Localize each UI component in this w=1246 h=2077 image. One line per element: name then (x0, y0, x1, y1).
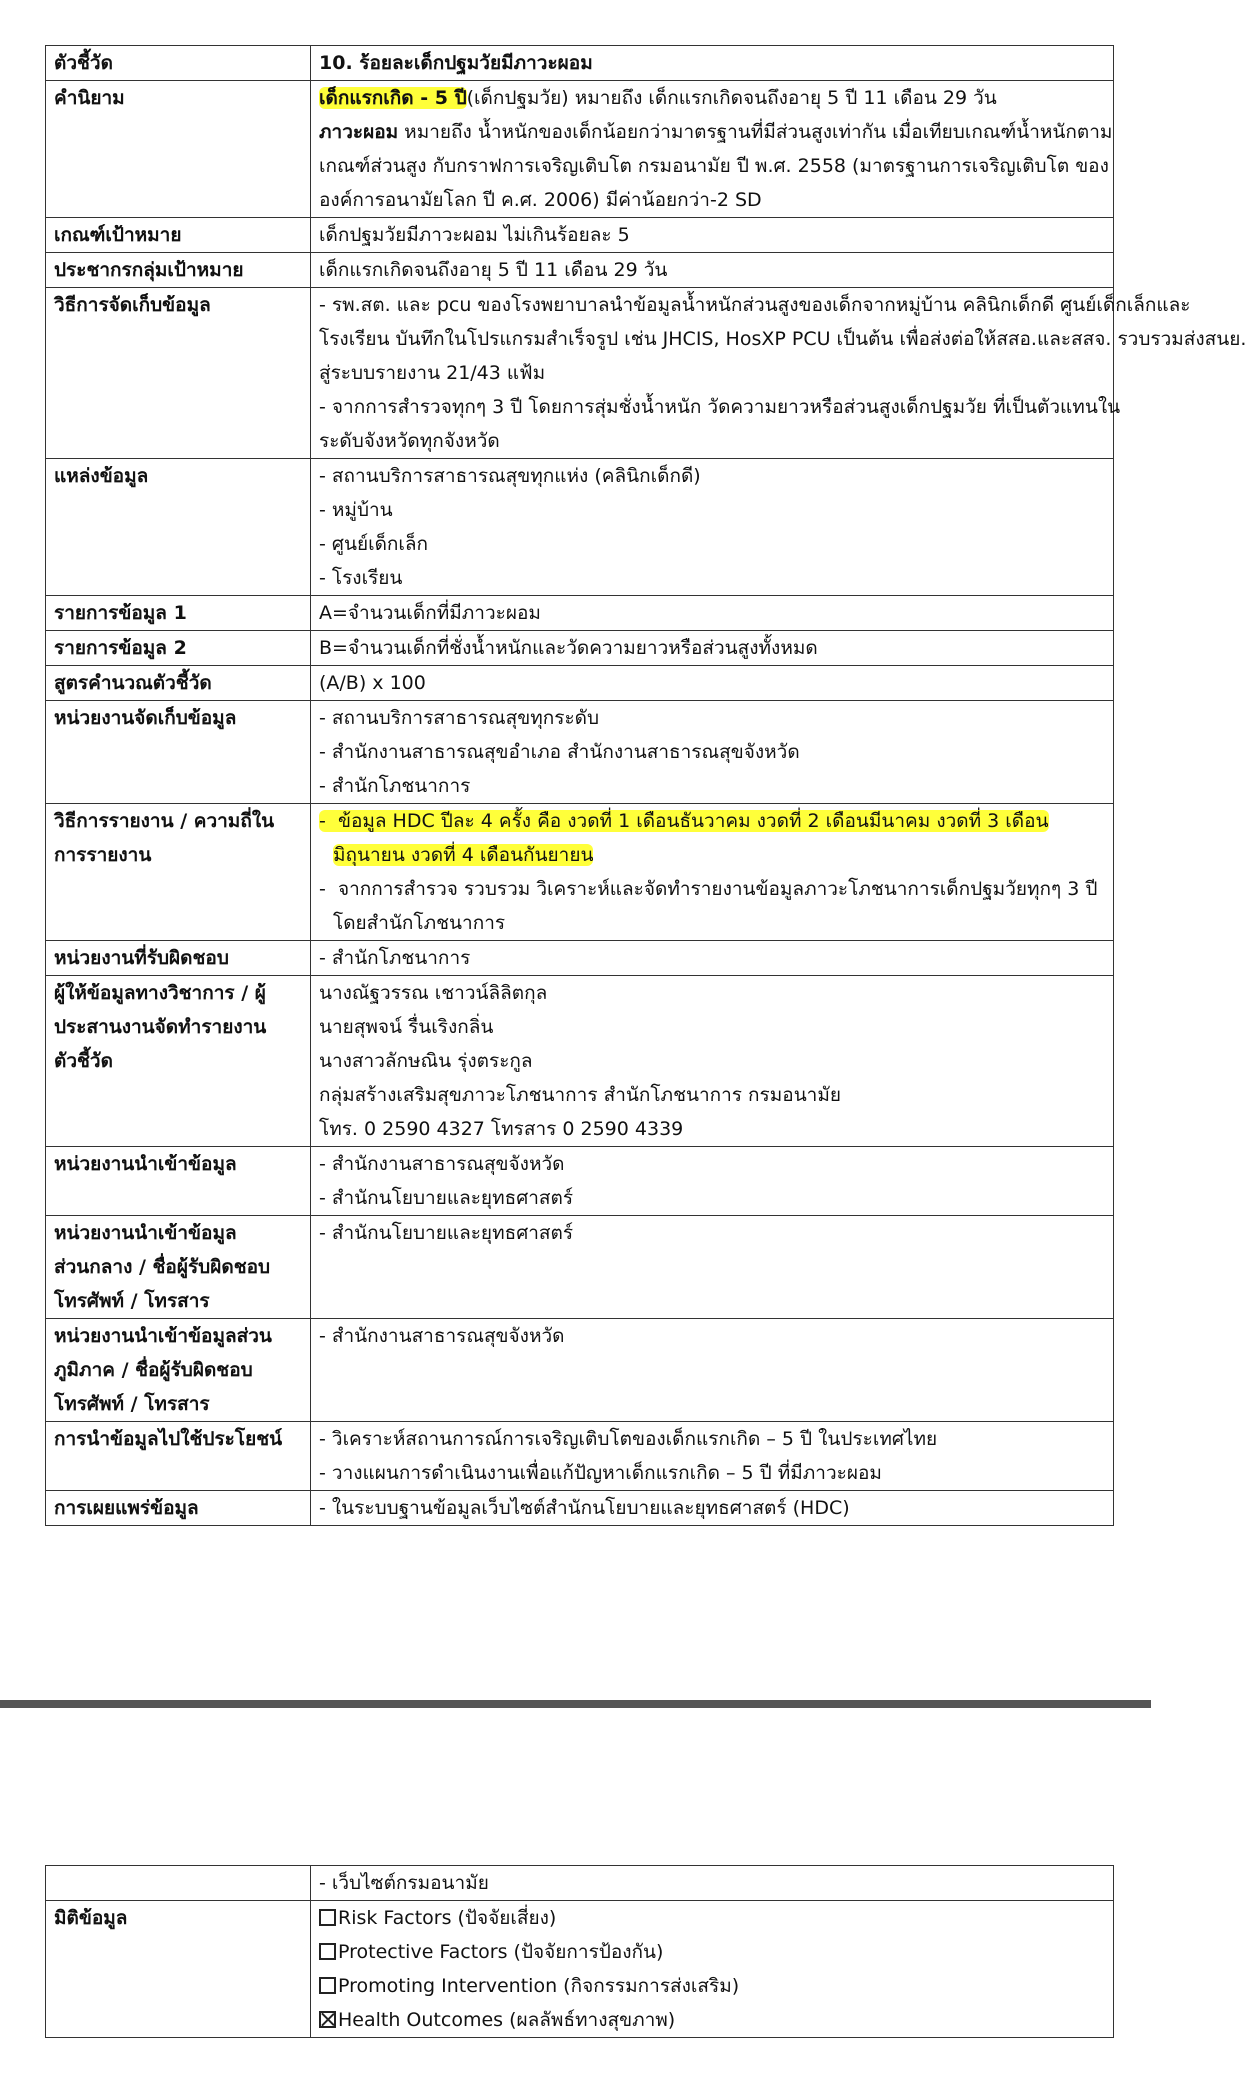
option-risk-factors[interactable]: Risk Factors (ปัจจัยเสี่ยง) (319, 1901, 1105, 1935)
row-import-units (46, 1147, 1114, 1216)
checkbox-health-outcomes[interactable] (319, 2011, 336, 2028)
collection-method-value: - รพ.สต. และ pcu ของโรงพยาบาลนำข้อมูลน้ำหนักส่วนสูงของเด็กจากหมู่บ้าน คลินิกเด็กดี ศูนย์เด็กเล็กและ โรงเรียน บันทึกในโปรแกรมสำเร็จรูป เช่น JHCIS, HosXP PCU เป็นต้น เพื่อส่งต่อให้สสอ.และสสจ. รวบรวมส่งสนย. สู่ระบบรายงาน 21/43 แฟ้ม - จากการสำรวจทุกๆ 3 ปี โดยการสุ่มชั่งน้ำหนัก วัดความยาวหรือส่วนสูงเด็กปฐมวัย ที่เป็นตัวแทนใน ระดับจังหวัดทุกจังหวัด (311, 288, 1114, 459)
responsible-value: - สำนักโภชนาการ (311, 941, 1114, 976)
reporting-hdc-schedule: ข้อมูล HDC ปีละ 4 ครั้ง คือ งวดที่ 1 เดือนธันวาคม งวดที่ 2 เดือนมีนาคม งวดที่ 3 เดือน (337, 810, 1049, 832)
import-units-value: - สำนักงานสาธารณสุขจังหวัด - สำนักนโยบายและยุทธศาสตร์ (311, 1147, 1114, 1216)
row-definition (46, 81, 1114, 218)
collection-method-label: วิธีการจัดเก็บข้อมูล (46, 288, 311, 459)
row-dimension (46, 1901, 1114, 2038)
central-import-label: หน่วยงานนำเข้าข้อมูล ส่วนกลาง / ชื่อผู้รับผิดชอบ โทรศัพท์ / โทรสาร (46, 1216, 311, 1319)
row-responsible (46, 941, 1114, 976)
reporting-label: วิธีการรายงาน / ความถี่ใน การรายงาน (46, 804, 311, 941)
row-reporting (46, 804, 1114, 941)
target-value: เด็กปฐมวัยมีภาวะผอม ไม่เกินร้อยละ 5 (311, 218, 1114, 253)
dimension-label: มิติข้อมูล (46, 1901, 311, 2038)
dissemination-value: - ในระบบฐานข้อมูลเว็บไซต์สำนักนโยบายและยุทธศาสตร์ (HDC) (311, 1491, 1114, 1526)
website-value: - เว็บไซต์กรมอนามัย (311, 1866, 1114, 1901)
checkbox-promoting-intervention[interactable] (319, 1977, 336, 1994)
indicator-table (45, 45, 1246, 1526)
row-regional-import (46, 1319, 1114, 1422)
row-indicator (46, 46, 1114, 81)
formula-label: สูตรคำนวณตัวชี้วัด (46, 666, 311, 701)
row-target (46, 218, 1114, 253)
item-1-value: A=จำนวนเด็กที่มีภาวะผอม (311, 596, 1114, 631)
row-formula (46, 666, 1114, 701)
import-units-label: หน่วยงานนำเข้าข้อมูล (46, 1147, 311, 1216)
dimension-options (311, 1901, 1114, 2038)
indicator-value: 10. ร้อยละเด็กปฐมวัยมีภาวะผอม (311, 46, 1114, 81)
item-2-value: B=จำนวนเด็กที่ชั่งน้ำหนักและวัดความยาวหรือส่วนสูงทั้งหมด (311, 631, 1114, 666)
option-promoting-intervention[interactable]: Promoting Intervention (กิจกรรมการส่งเสริม) (319, 1969, 1105, 2003)
population-value: เด็กแรกเกิดจนถึงอายุ 5 ปี 11 เดือน 29 วัน (311, 253, 1114, 288)
reporting-value: - ข้อมูล HDC ปีละ 4 ครั้ง คือ งวดที่ 1 เดือนธันวาคม งวดที่ 2 เดือนมีนาคม งวดที่ 3 เดือน มิถุนายน งวดที่ 4 เดือนกันยายน - จากการสำรวจ รวบรวม วิเคราะห์และจัดทำรายงานข้อมูลภาวะโภชนาการเด็กปฐมวัยทุกๆ 3 ปี โดยสำนักโภชนาการ (311, 804, 1114, 941)
usage-value: - วิเคราะห์สถานการณ์การเจริญเติบโตของเด็กแรกเกิด – 5 ปี ในประเทศไทย - วางแผนการดำเนินงานเพื่อแก้ปัญหาเด็กแรกเกิด – 5 ปี ที่มีภาวะผอม (311, 1422, 1114, 1491)
row-contacts (46, 976, 1114, 1147)
collecting-units-label: หน่วยงานจัดเก็บข้อมูล (46, 701, 311, 804)
page-separator (0, 1700, 1151, 1708)
item-2-label: รายการข้อมูล 2 (46, 631, 311, 666)
row-dissemination (46, 1491, 1114, 1526)
population-label: ประชากรกลุ่มเป้าหมาย (46, 253, 311, 288)
row-item-2 (46, 631, 1114, 666)
row-collecting-units (46, 701, 1114, 804)
row-item-1 (46, 596, 1114, 631)
data-sources-value: - สถานบริการสาธารณสุขทุกแห่ง (คลินิกเด็กดี) - หมู่บ้าน - ศูนย์เด็กเล็ก - โรงเรียน (311, 459, 1114, 596)
row-population (46, 253, 1114, 288)
contacts-value: นางณัฐวรรณ เชาวน์ลิลิตกุล นายสุพจน์ รื่นเริงกลิ่น นางสาวลักษณิน รุ่งตระกูล กลุ่มสร้างเสริมสุขภาวะโภชนาการ สำนักโภชนาการ กรมอนามัย โทร. 0 2590 4327 โทรสาร 0 2590 4339 (311, 976, 1114, 1147)
dissemination-label: การเผยแพร่ข้อมูล (46, 1491, 311, 1526)
regional-import-label: หน่วยงานนำเข้าข้อมูลส่วน ภูมิภาค / ชื่อผู้รับผิดชอบ โทรศัพท์ / โทรสาร (46, 1319, 311, 1422)
data-sources-label: แหล่งข้อมูล (46, 459, 311, 596)
definition-label: คำนิยาม (46, 81, 311, 218)
usage-label: การนำข้อมูลไปใช้ประโยชน์ (46, 1422, 311, 1491)
option-protective-factors[interactable]: Protective Factors (ปัจจัยการป้องกัน) (319, 1935, 1105, 1969)
row-data-sources (46, 459, 1114, 596)
contacts-label: ผู้ให้ข้อมูลทางวิชาการ / ผู้ ประสานงานจัดทำรายงาน ตัวชี้วัด (46, 976, 311, 1147)
checkbox-protective-factors[interactable] (319, 1943, 336, 1960)
definition-highlight: เด็กแรกเกิด - 5 ปี (319, 87, 467, 109)
central-import-value: - สำนักนโยบายและยุทธศาสตร์ (311, 1216, 1114, 1319)
dimension-table (45, 1865, 1114, 2038)
formula-value: (A/B) x 100 (311, 666, 1114, 701)
checkbox-risk-factors[interactable] (319, 1909, 336, 1926)
row-usage (46, 1422, 1114, 1491)
regional-import-value: - สำนักงานสาธารณสุขจังหวัด (311, 1319, 1114, 1422)
responsible-label: หน่วยงานที่รับผิดชอบ (46, 941, 311, 976)
target-label: เกณฑ์เป้าหมาย (46, 218, 311, 253)
definition-value: เด็กแรกเกิด - 5 ปี(เด็กปฐมวัย) หมายถึง เด็กแรกเกิดจนถึงอายุ 5 ปี 11 เดือน 29 วัน ภาวะผอม หมายถึง น้ำหนักของเด็กน้อยกว่ามาตรฐานที่มีส่วนสูงเท่ากัน เมื่อเทียบเกณฑ์น้ำหนักตาม เกณฑ์ส่วนสูง กับกราฟการเจริญเติบโต กรมอนามัย ปี พ.ศ. 2558 (มาตรฐานการเจริญเติบโต ของ องค์การอนามัยโลก ปี ค.ศ. 2006) มีค่าน้อยกว่า-2 SD (311, 81, 1114, 218)
option-health-outcomes[interactable]: Health Outcomes (ผลลัพธ์ทางสุขภาพ) (319, 2003, 1105, 2037)
indicator-label: ตัวชี้วัด (46, 46, 311, 81)
row-collection-method (46, 288, 1114, 459)
row-website (46, 1866, 1114, 1901)
row-central-import (46, 1216, 1114, 1319)
collecting-units-value: - สถานบริการสาธารณสุขทุกระดับ - สำนักงานสาธารณสุขอำเภอ สำนักงานสาธารณสุขจังหวัด - สำนักโภชนาการ (311, 701, 1114, 804)
website-label (46, 1866, 311, 1901)
item-1-label: รายการข้อมูล 1 (46, 596, 311, 631)
